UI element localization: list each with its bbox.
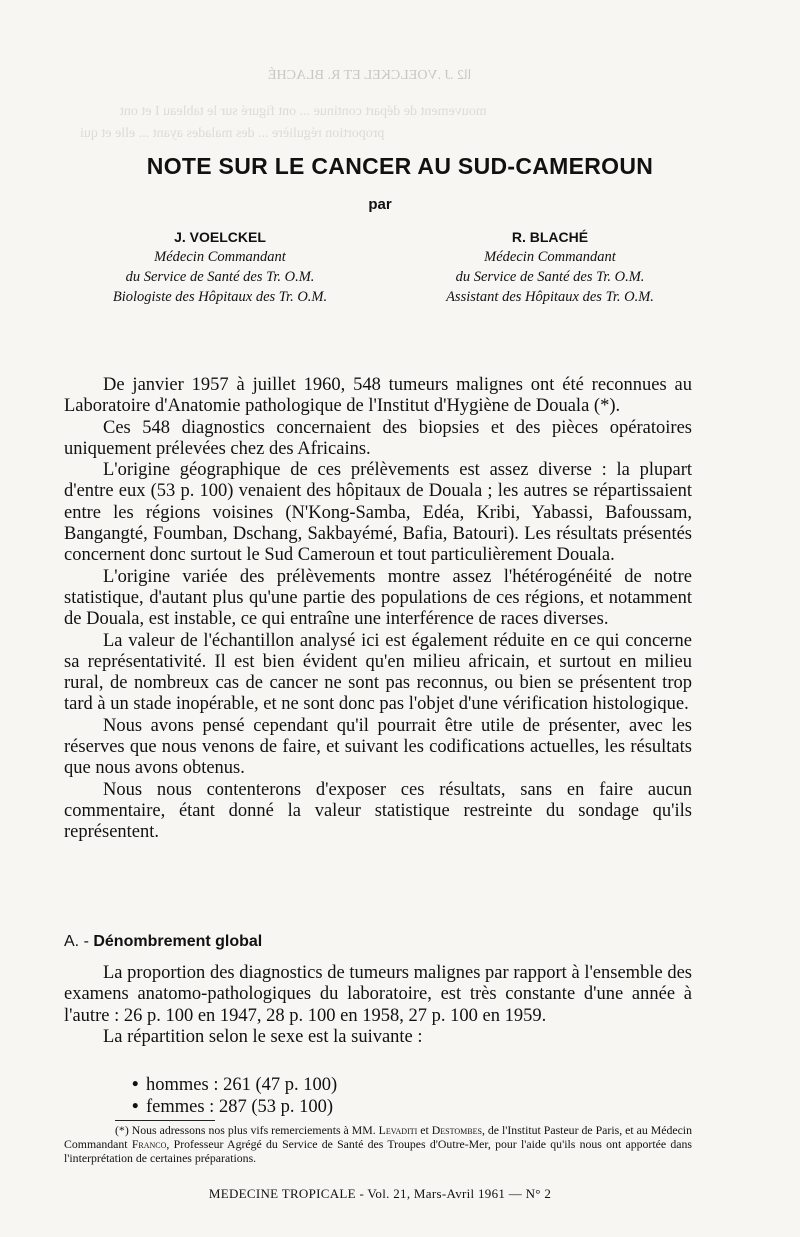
author-block-1: [60, 227, 380, 307]
footnote-text: , de l'Institut Pasteur de Paris, et au Médecin Commandant: [64, 1123, 692, 1151]
paragraph: Nous avons pensé cependant qu'il pourrait être utile de présenter, avec les réserves que nous venons de faire, et suivant les codifications actuelles, les résultats que nous avons obtenus.: [64, 715, 692, 779]
bleed-through-text: proportion régulière ... des malades ayant ... elle et qui: [80, 126, 385, 141]
author-name: J. VOELCKEL: [174, 229, 266, 245]
footnote: [64, 1123, 692, 1165]
footnote-text: (*) Nous adressons nos plus vifs remerciements à MM.: [115, 1123, 376, 1137]
paragraph: De janvier 1957 à juillet 1960, 548 tumeurs malignes ont été reconnues au Laboratoire d'Anatomie pathologique de l'Institut d'Hygiène de Douala (*).: [64, 375, 692, 417]
author-block-2: [400, 227, 700, 307]
bleed-through-text: mouvement de départ continue ... ont figuré sur le tableau I et ont: [120, 104, 487, 119]
paragraph: L'origine variée des prélèvements montre assez l'hétérogénéité de notre statistique, d'autant plus qu'une partie des populations de ces régions, et notamment de Douala, est instable, ce qui entraîne une interférence de races diverses.: [64, 566, 692, 630]
author-role: du Service de Santé des Tr. O.M.: [455, 269, 645, 285]
list-item: • femmes : 287 (53 p. 100): [146, 1097, 337, 1119]
footnote-text: , Professeur Agrégé du Service de Santé des Troupes d'Outre-Mer, pour l'aide qu'ils nous ont apportée dans l'interprétation de certaines préparations.: [64, 1137, 692, 1165]
paragraph: La répartition selon le sexe est la suivante :: [103, 1026, 423, 1047]
author-role: Biologiste des Hôpitaux des Tr. O.M.: [112, 289, 328, 305]
sex-distribution-list: [146, 1075, 337, 1118]
paragraph: L'origine géographique de ces prélèvements est assez diverse : la plupart d'entre eux (53 p. 100) venaient des hôpitaux de Douala ; les autres se répartissaient entre les régions voisines (N'Kong-Samba, Edéa, Kribi, Yabassi, Bafoussam, Bangangté, Foumban, Dschang, Sakbayémé, Bafia, Batouri). Les résultats présentés concernent donc surtout le Sud Cameroun et tout particulièrement Douala.: [64, 460, 692, 566]
section-title: Dénombrement global: [93, 933, 263, 950]
journal-footer: MEDECINE TROPICALE - Vol. 21, Mars-Avril 1961 — N° 2: [208, 1186, 552, 1201]
author-role: du Service de Santé des Tr. O.M.: [125, 269, 315, 285]
footnote-name: Franco: [131, 1137, 167, 1151]
article-title: NOTE SUR LE CANCER AU SUD-CAMEROUN: [146, 153, 654, 179]
author-role: Assistant des Hôpitaux des Tr. O.M.: [446, 289, 654, 305]
paragraph: Nous nous contenterons d'exposer ces résultats, sans en faire aucun commentaire, étant donné la valeur statistique restreinte du sondage qu'ils représentent.: [64, 779, 692, 843]
section-text: [64, 963, 692, 1048]
paragraph: La proportion des diagnostics de tumeurs malignes par rapport à l'ensemble des examens anatomo-pathologiques du laboratoire, est très constante d'une année à l'autre : 26 p. 100 en 1947, 28 p. 100 en 1958, 27 p. 100 en 1959.: [64, 963, 692, 1026]
section-heading: [64, 933, 262, 951]
section-letter: A. -: [64, 933, 89, 950]
footnote-text: et: [420, 1123, 429, 1137]
author-name: R. BLACHÉ: [511, 229, 589, 245]
author-role: Médecin Commandant: [484, 249, 616, 265]
intro-text: [64, 375, 692, 844]
footnote-name: Levaditi: [378, 1123, 418, 1137]
footnote-divider: [115, 1120, 215, 1121]
footnote-name: Destombes: [431, 1123, 482, 1137]
list-item: • hommes : 261 (47 p. 100): [146, 1075, 337, 1097]
author-role: Médecin Commandant: [154, 249, 286, 265]
paragraph: Ces 548 diagnostics concernaient des biopsies et des pièces opératoires uniquement prélevées chez des Africains.: [64, 417, 692, 459]
bleed-through-text: ƖƖ2 .J .VOELCKEL ET R. BLACHÉ: [268, 68, 472, 83]
paragraph: La valeur de l'échantillon analysé ici est également réduite en ce qui concerne sa représentativité. Il est bien évident qu'en milieu africain, et surtout en milieu rural, de nombreux cas de cancer ne sont pas reconnus, ou bien se présentent trop tard à un stade inopérable, et ne sont donc pas l'objet d'une vérification histologique.: [64, 630, 692, 715]
byline-par: par: [368, 196, 392, 213]
